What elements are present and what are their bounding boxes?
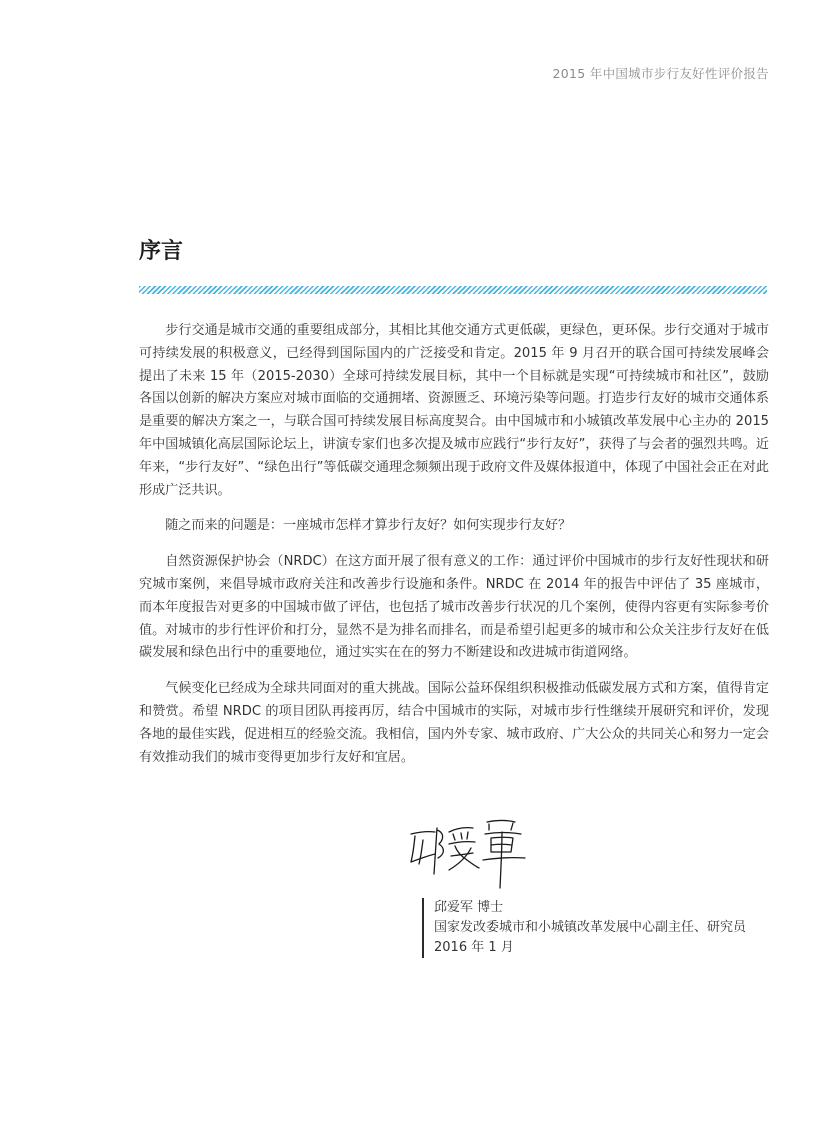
section-title: 序言: [139, 239, 184, 264]
decorative-hatch-divider: [139, 286, 767, 294]
paragraph-2: 随之而来的问题是：一座城市怎样才算步行友好？如何实现步行友好？: [165, 518, 572, 534]
paragraph-3: 自然资源保护协会（NRDC）在这方面开展了很有意义的工作：通过评价中国城市的步行友好性现状和研究城市案例，来倡导城市政府关注和改善步行设施和条件。NRDC 在 2014 年的报告中评估了 35 座城市，而本年度报告对更多的中国城市做了评估，也包括了城市改善步行状况的几个案例，使得内容更有实际参考价值。对城市的步行性评价和打分，显然不是为排名而排名，而是希望引起更多的城市和公众关注步行友好在低碳发展和绿色出行中的重要地位，通过实实在在的努力不断建设和改进城市街道网络。: [139, 554, 769, 661]
author-position: 国家发改委城市和小城镇改革发展中心副主任、研究员: [434, 920, 747, 935]
signature-date: 2016 年 1 月: [434, 940, 514, 955]
paragraph-4: 气候变化已经成为全球共同面对的重大挑战。国际公益环保组织积极推动低碳发展方式和方案，值得肯定和赞赏。希望 NRDC 的项目团队再接再厉，结合中国城市的实际，对城市步行性继续开展研究和评价，发现各地的最佳实践，促进相互的经验交流。我相信，国内外专家、城市政府、广大公众的共同关心和努力一定会有效推动我们的城市变得更加步行友好和宜居。: [139, 681, 769, 765]
handwritten-signature: [405, 812, 530, 892]
report-header-title: 2015 年中国城市步行友好性评价报告: [552, 66, 769, 81]
author-name: 邱爱军 博士: [434, 900, 504, 915]
preface-body: [139, 320, 769, 782]
signature-block: [422, 898, 746, 958]
paragraph-1: 步行交通是城市交通的重要组成部分，其相比其他交通方式更低碳，更绿色，更环保。步行交通对于城市可持续发展的积极意义，已经得到国际国内的广泛接受和肯定。2015 年 9 月召开的联合国可持续发展峰会提出了未来 15 年（2015-2030）全球可持续发展目标，其中一个目标就是实现“可持续城市和社区”，鼓励各国以创新的解决方案应对城市面临的交通拥堵、资源匮乏、环境污染等问题。打造步行友好的城市交通体系是重要的解决方案之一，与联合国可持续发展目标高度契合。由中国城市和小城镇改革发展中心主办的 2015 年中国城镇化高层国际论坛上，讲演专家们也多次提及城市应践行“步行友好”，获得了与会者的强烈共鸣。近年来，“步行友好”、“绿色出行”等低碳交通理念频频出现于政府文件及媒体报道中，体现了中国社会正在对此形成广泛共识。: [139, 323, 769, 498]
